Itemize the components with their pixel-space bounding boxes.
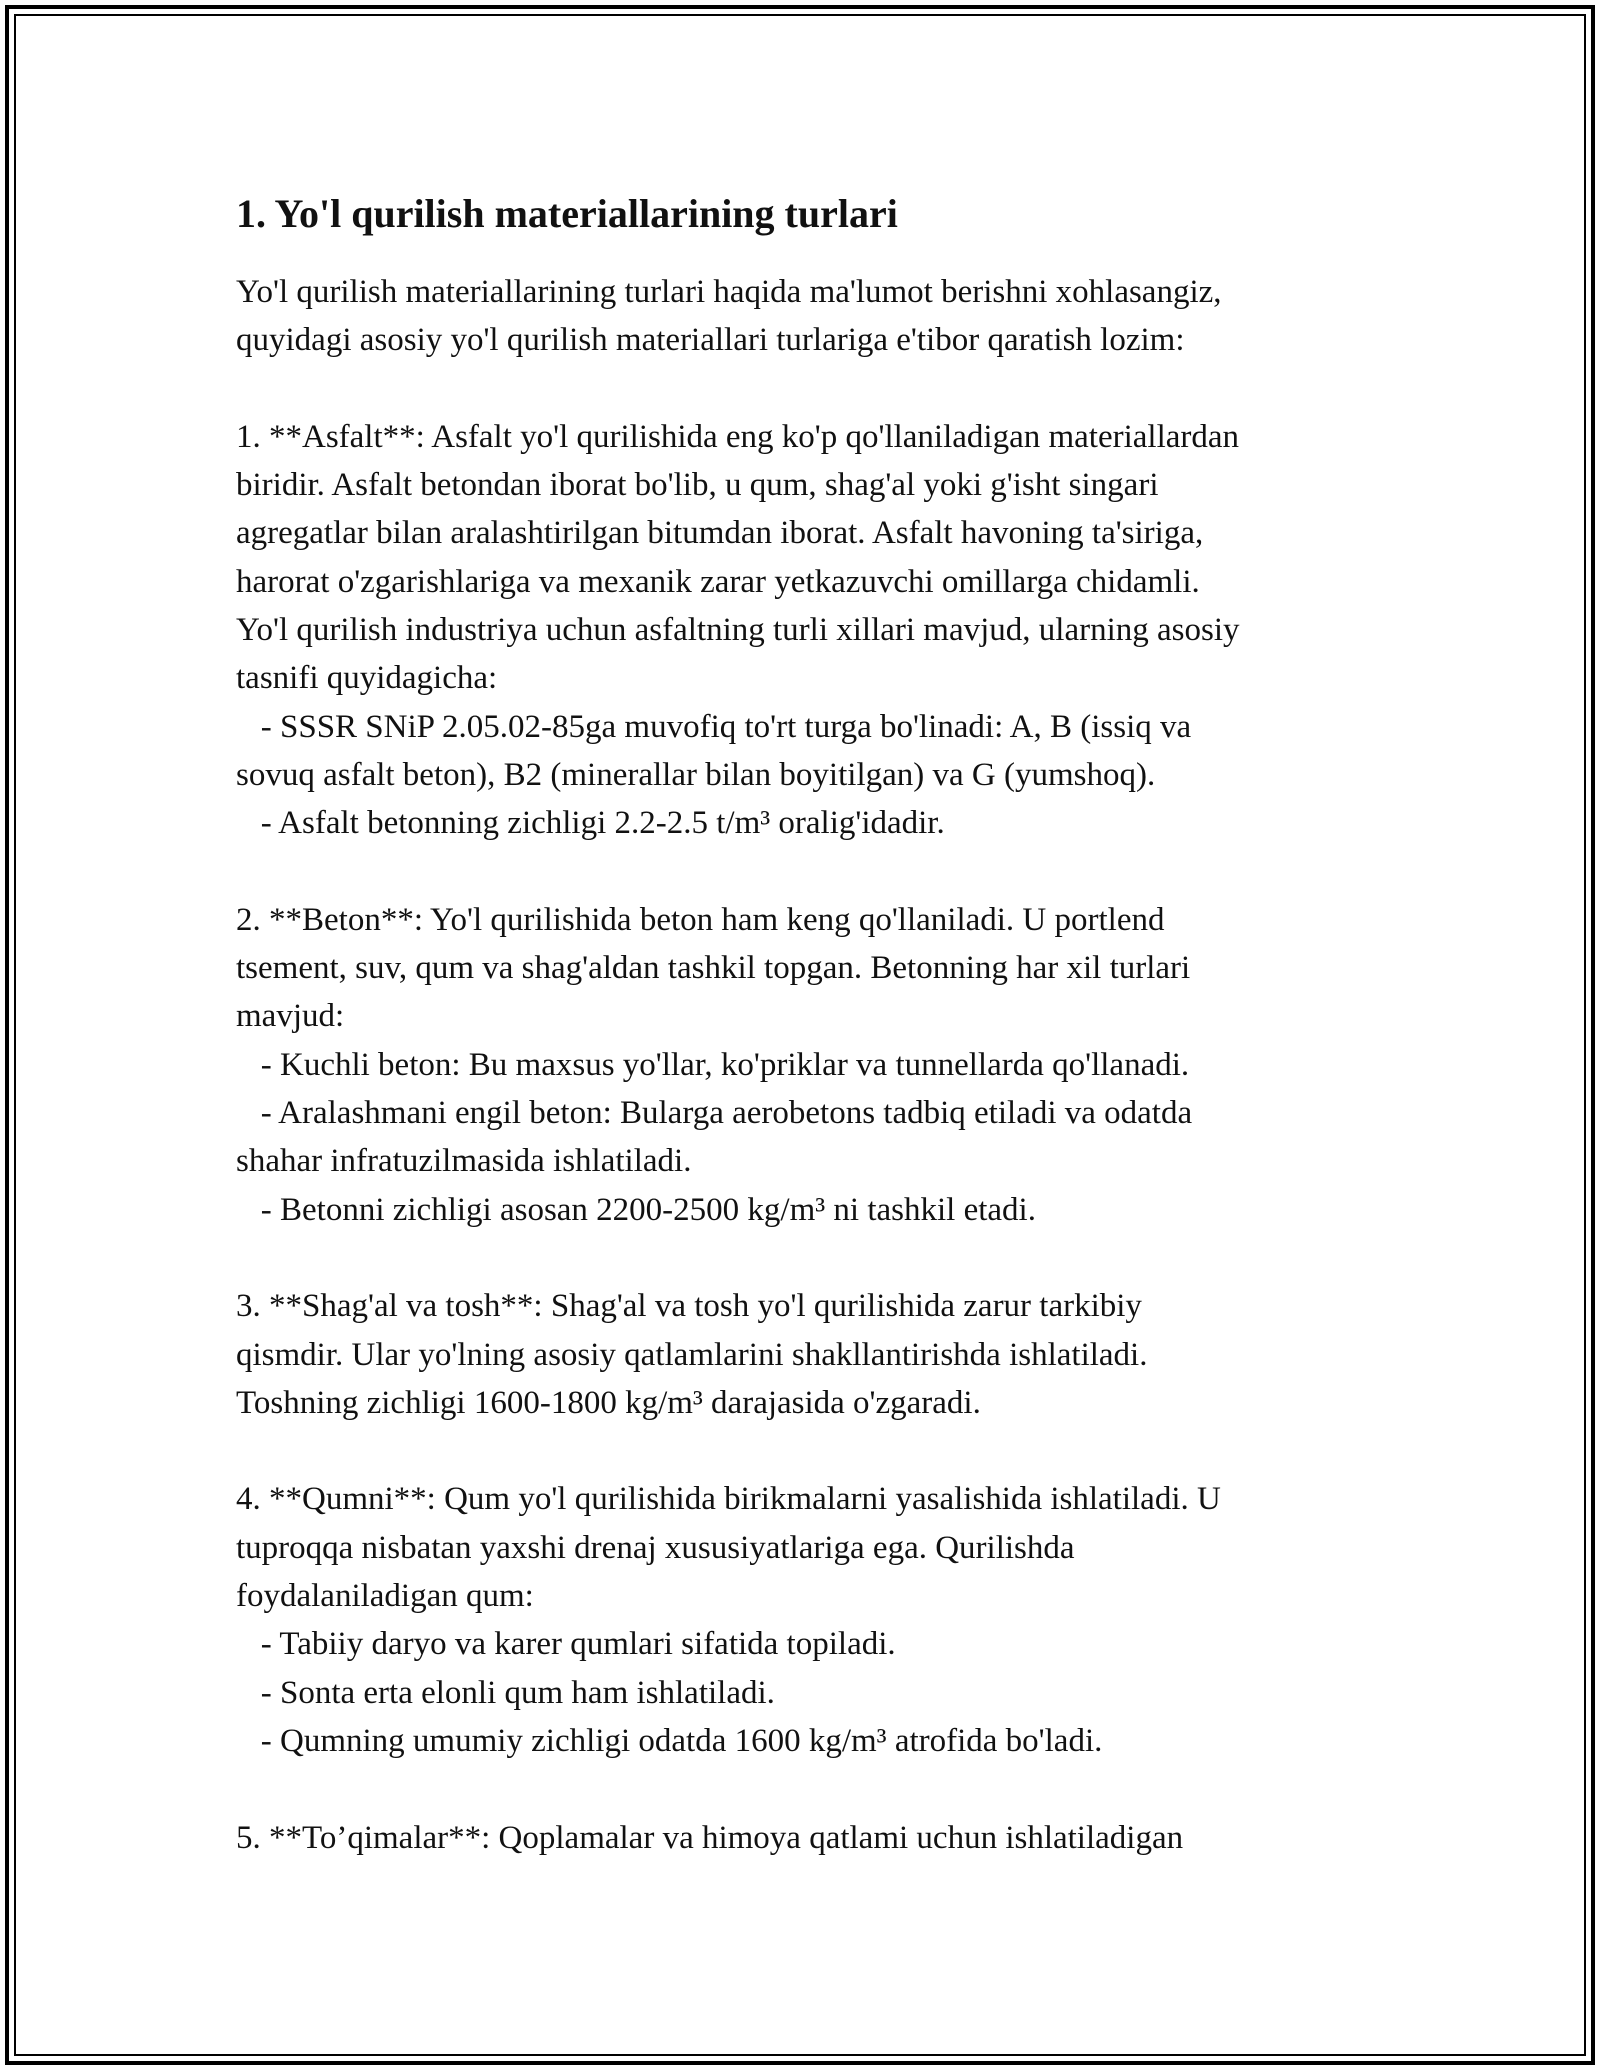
section-heading: 1. Yo'l qurilish materiallarining turlari xyxy=(236,191,898,236)
text-line: shahar infratuzilmasida ishlatiladi. xyxy=(236,1143,692,1180)
text-line: agregatlar bilan aralashtirilgan bitumdan iborat. Asfalt havoning ta'siriga, xyxy=(236,515,1204,552)
text-line: - Asfalt betonning zichligi 2.2-2.5 t/m³ oralig'idadir. xyxy=(236,805,945,842)
text-line: - Sonta erta elonli qum ham ishlatiladi. xyxy=(236,1674,775,1711)
paragraph-gap xyxy=(236,1234,1376,1282)
paragraph-gap xyxy=(236,365,1376,413)
text-line: Yo'l qurilish industriya uchun asfaltning turli xillari mavjud, ularning asosiy xyxy=(236,612,1240,649)
text-line: biridir. Asfalt betondan iborat bo'lib, u qum, shag'al yoki g'isht singari xyxy=(236,467,1159,504)
text-line: harorat o'zgarishlariga va mexanik zarar yetkazuvchi omillarga chidamli. xyxy=(236,563,1200,600)
text-line: 5. **To’qimalar**: Qoplamalar va himoya qatlami uchun ishlatiladigan xyxy=(236,1819,1184,1856)
paragraph-gap xyxy=(236,1427,1376,1475)
text-line: quyidagi asosiy yo'l qurilish materiallari turlariga e'tibor qaratish lozim: xyxy=(236,322,1185,359)
text-line: - Betonni zichligi asosan 2200-2500 kg/m³ ni tashkil etadi. xyxy=(236,1191,1036,1228)
text-line: sovuq asfalt beton), B2 (minerallar bilan boyitilgan) va G (yumshoq). xyxy=(236,756,1156,793)
text-line: qismdir. Ular yo'lning asosiy qatlamlarini shakllantirishda ishlatiladi. xyxy=(236,1336,1148,1373)
paragraph-gap xyxy=(236,848,1376,896)
text-line: tsement, suv, qum va shag'aldan tashkil topgan. Betonning har xil turlari xyxy=(236,950,1191,987)
text-line: tasnifi quyidagicha: xyxy=(236,660,498,697)
text-line: 2. **Beton**: Yo'l qurilishida beton ham keng qo'llaniladi. U portlend xyxy=(236,901,1165,938)
text-line: mavjud: xyxy=(236,998,345,1035)
text-line: Yo'l qurilish materiallarining turlari haqida ma'lumot berishni xohlasangiz, xyxy=(236,274,1222,310)
text-line: 3. **Shag'al va tosh**: Shag'al va tosh yo'l qurilishida zarur tarkibiy xyxy=(236,1288,1142,1325)
text-line: 4. **Qumni**: Qum yo'l qurilishida birikmalarni yasalishida ishlatiladi. U xyxy=(236,1481,1221,1518)
text-line: foydalaniladigan qum: xyxy=(236,1578,534,1615)
text-line: 1. **Asfalt**: Asfalt yo'l qurilishida eng ko'p qo'llaniladigan materiallardan xyxy=(236,418,1240,455)
text-line: - Kuchli beton: Bu maxsus yo'llar, ko'priklar va tunnellarda qo'llanadi. xyxy=(236,1046,1190,1083)
text-line: - Tabiiy daryo va karer qumlari sifatida topiladi. xyxy=(236,1626,896,1663)
text-line: tuproqqa nisbatan yaxshi drenaj xususiyatlariga ega. Qurilishda xyxy=(236,1529,1075,1566)
text-line: - Qumning umumiy zichligi odatda 1600 kg/m³ atrofida bo'ladi. xyxy=(236,1722,1103,1759)
text-line: - SSSR SNiP 2.05.02-85ga muvofiq to'rt turga bo'linadi: A, B (issiq va xyxy=(236,708,1192,745)
paragraph-lines xyxy=(236,268,1376,1862)
text-line: - Aralashmani engil beton: Bularga aerobetons tadbiq etiladi va odatda xyxy=(236,1095,1193,1132)
paragraph-gap xyxy=(236,1765,1376,1813)
text-line: Toshning zichligi 1600-1800 kg/m³ darajasida o'zgaradi. xyxy=(236,1384,981,1421)
document-body xyxy=(236,188,1376,1862)
